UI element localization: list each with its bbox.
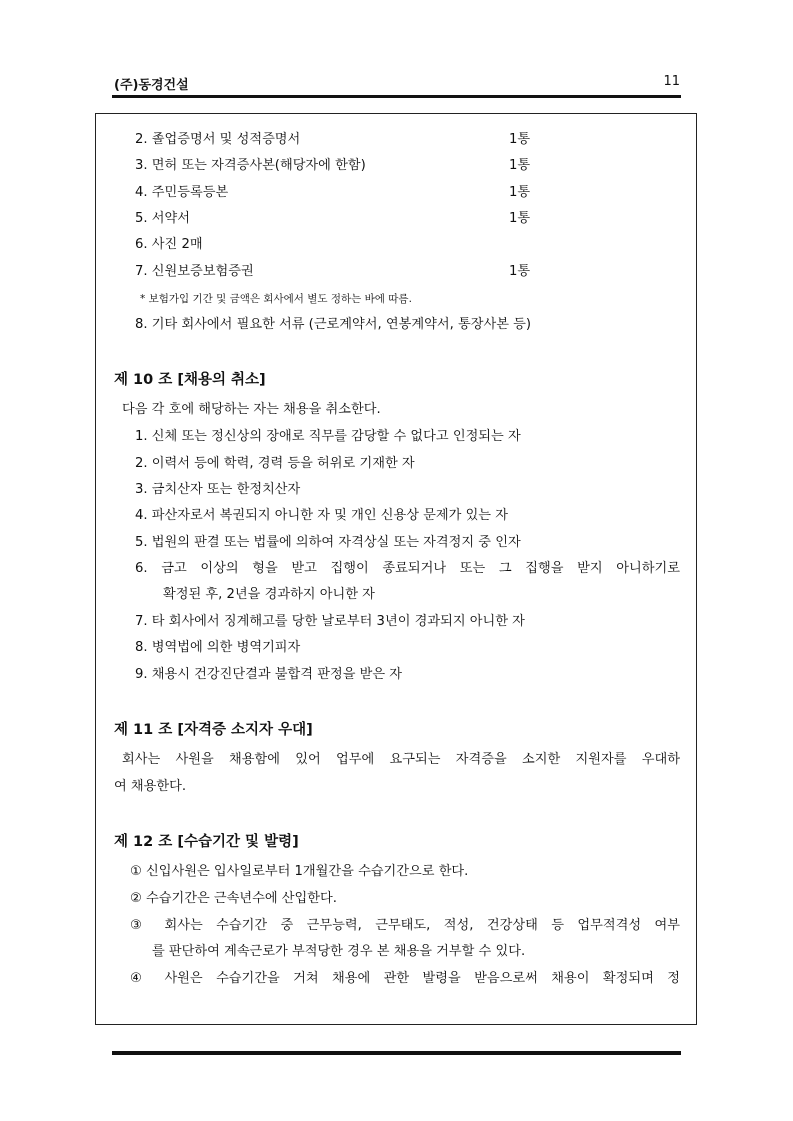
list-item: 5. 법원의 판결 또는 법률에 의하여 자격상실 또는 자격정지 중 인자 bbox=[135, 535, 521, 550]
list-item-continuation: 를 판단하여 계속근로가 부적당한 경우 본 채용을 거부할 수 있다. bbox=[152, 944, 526, 959]
article-10-title: 제 10 조 [채용의 취소] bbox=[114, 372, 266, 388]
article-10-intro: 다음 각 호에 해당하는 자는 채용을 취소한다. bbox=[122, 402, 381, 417]
article-11-body-continuation: 여 채용한다. bbox=[114, 779, 187, 794]
article-12-title: 제 12 조 [수습기간 및 발령] bbox=[114, 834, 299, 850]
quantity-label: 1통 bbox=[509, 132, 531, 147]
list-item: 8. 기타 회사에서 필요한 서류 (근로계약서, 연봉계약서, 통장사본 등) bbox=[135, 317, 532, 332]
company-name: (주)동경건설 bbox=[114, 78, 189, 93]
list-item: ② 수습기간은 근속년수에 산입한다. bbox=[130, 891, 337, 906]
list-item: 5. 서약서 bbox=[135, 211, 190, 226]
list-item: 6. 금고 이상의 형을 받고 집행이 종료되거나 또는 그 집행을 받지 아니하기로 bbox=[135, 561, 680, 576]
page-number: 11 bbox=[663, 74, 680, 89]
list-item: 3. 면허 또는 자격증사본(해당자에 한함) bbox=[135, 158, 366, 173]
header-divider bbox=[112, 95, 681, 98]
list-item: ④ 사원은 수습기간을 거쳐 채용에 관한 발령을 받음으로써 채용이 확정되며 정 bbox=[130, 971, 680, 986]
list-item: 1. 신체 또는 정신상의 장애로 직무를 감당할 수 없다고 인정되는 자 bbox=[135, 429, 521, 444]
list-item: 2. 졸업증명서 및 성적증명서 bbox=[135, 132, 301, 147]
list-item: 2. 이력서 등에 학력, 경력 등을 허위로 기재한 자 bbox=[135, 456, 415, 471]
list-item: 9. 채용시 건강진단결과 불합격 판정을 받은 자 bbox=[135, 667, 403, 682]
list-item: 4. 주민등록등본 bbox=[135, 185, 229, 200]
list-item: ③ 회사는 수습기간 중 근무능력, 근무태도, 적성, 건강상태 등 업무적격성 여부 bbox=[130, 918, 680, 933]
list-item: 6. 사진 2매 bbox=[135, 237, 203, 252]
article-11-title: 제 11 조 [자격증 소지자 우대] bbox=[114, 722, 313, 738]
list-item-continuation: 확정된 후, 2년을 경과하지 아니한 자 bbox=[163, 587, 375, 602]
quantity-label: 1통 bbox=[509, 264, 531, 279]
footer-divider bbox=[112, 1051, 681, 1055]
list-item: 3. 금치산자 또는 한정치산자 bbox=[135, 482, 301, 497]
list-item: 7. 신원보증보험증권 bbox=[135, 264, 254, 279]
article-11-body: 회사는 사원을 채용함에 있어 업무에 요구되는 자격증을 소지한 지원자를 우대하 bbox=[122, 752, 680, 767]
list-item: ① 신입사원은 입사일로부터 1개월간을 수습기간으로 한다. bbox=[130, 864, 469, 879]
quantity-label: 1통 bbox=[509, 185, 531, 200]
quantity-label: 1통 bbox=[509, 211, 531, 226]
list-item: 8. 병역법에 의한 병역기피자 bbox=[135, 640, 301, 655]
list-item: 7. 타 회사에서 징계해고를 당한 날로부터 3년이 경과되지 아니한 자 bbox=[135, 614, 525, 629]
quantity-label: 1통 bbox=[509, 158, 531, 173]
insurance-note: * 보험가입 기간 및 금액은 회사에서 별도 정하는 바에 따름. bbox=[140, 293, 412, 305]
list-item: 4. 파산자로서 복권되지 아니한 자 및 개인 신용상 문제가 있는 자 bbox=[135, 508, 508, 523]
